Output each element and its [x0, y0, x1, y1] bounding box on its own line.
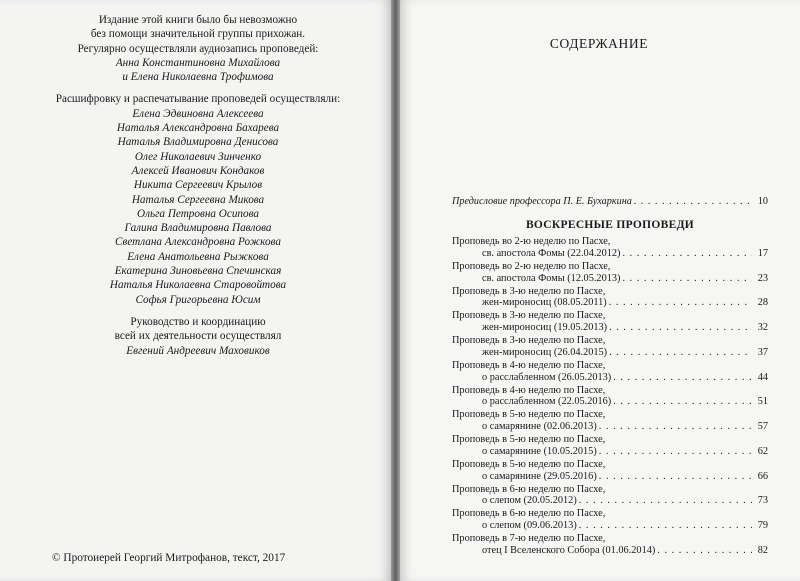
- toc-entry-title: Проповедь в 3-ю неделю по Пасхе,: [452, 335, 606, 346]
- toc-entry: [452, 533, 768, 558]
- toc-entry-subtitle: жен-мироносиц (26.04.2015): [482, 346, 608, 358]
- credits-person-name: Софья Григорьевна Юсим: [135, 293, 261, 306]
- toc-entry: [452, 434, 768, 459]
- toc-entry-subtitle: о самарянине (02.06.2013): [482, 421, 597, 433]
- toc-entry-page: 62: [757, 445, 768, 457]
- credits-person-name: Наталья Александровна Бахарева: [116, 122, 280, 135]
- toc-entry-subtitle: отец I Вселенского Собора (01.06.2014): [482, 544, 656, 556]
- toc-leader-dots: [609, 322, 752, 334]
- toc-entry-page: 44: [757, 371, 768, 383]
- credits-person-name: Наталья Владимировна Денисова: [117, 136, 279, 149]
- toc-entry-title: Проповедь в 6-ю неделю по Пасхе,: [452, 483, 606, 495]
- toc-entry-page: 32: [757, 322, 768, 334]
- credits-text-line: всей их деятельности осуществлял: [114, 330, 282, 343]
- credits-person-name: Галина Владимировна Павлова: [124, 222, 272, 235]
- toc-entry: [452, 459, 768, 484]
- toc-entry-subtitle: жен-мироносиц (08.05.2011): [482, 297, 607, 309]
- toc-entry: [452, 261, 768, 286]
- toc-entry: [452, 286, 768, 311]
- toc-entry: [452, 409, 768, 434]
- credits-text-line: Регулярно осуществляли аудиозапись проповедей:: [77, 42, 319, 55]
- credits-person-name: Анна Константиновна Михайлова: [115, 56, 281, 69]
- toc-leader-dots: [599, 471, 752, 483]
- toc-leader-dots: [609, 347, 752, 359]
- toc-leader-dots: [634, 196, 752, 207]
- credits-person-name: и Елена Николаевна Трофимова: [122, 71, 274, 84]
- toc-entry-subtitle: о самарянине (10.05.2015): [482, 445, 597, 457]
- toc-preface-page: 10: [757, 196, 768, 207]
- toc-preface-entry: [452, 196, 768, 207]
- toc-leader-dots: [599, 446, 752, 458]
- toc-leader-dots: [622, 273, 752, 285]
- toc-entry-title: Проповедь во 2-ю неделю по Пасхе,: [452, 236, 611, 247]
- credits-text-line: Расшифровку и распечатывание проповедей осуществляли:: [55, 93, 341, 106]
- credits-person-name: Елена Анатольевна Рыжкова: [127, 250, 269, 263]
- toc-entry-page: 79: [757, 520, 768, 532]
- copyright-line: © Протоиерей Георгий Митрофанов, текст, 2017: [52, 552, 286, 564]
- toc-entry-subtitle: о расслабленном (26.05.2013): [482, 371, 612, 383]
- toc-entry: [452, 484, 768, 509]
- toc-leader-dots: [622, 248, 752, 260]
- toc-leader-dots: [579, 495, 752, 507]
- toc-entry: [452, 385, 768, 410]
- toc-entry-title: Проповедь в 5-ю неделю по Пасхе,: [452, 409, 606, 421]
- toc-entry-title: Проповедь в 3-ю неделю по Пасхе,: [452, 310, 606, 322]
- toc-entry-title: Проповедь в 4-ю неделю по Пасхе,: [452, 359, 606, 371]
- toc-entry-page: 51: [757, 396, 768, 408]
- toc-entry: [452, 310, 768, 335]
- toc-entry-title: Проповедь в 7-ю неделю по Пасхе,: [452, 533, 606, 544]
- toc-entry-subtitle: о слепом (20.05.2012): [482, 495, 577, 507]
- toc-entries: [452, 236, 768, 558]
- credits-person-name: Наталья Николаевна Старовойтова: [109, 279, 287, 292]
- toc-entry-page: 28: [757, 297, 768, 309]
- credits-person-name: Светлана Александровна Рожкова: [115, 236, 281, 249]
- toc-entry-page: 23: [757, 272, 768, 284]
- toc-title: СОДЕРЖАНИЕ: [549, 36, 649, 51]
- toc-entry-subtitle: о расслабленном (22.05.2016): [482, 396, 612, 408]
- toc-entry-title: Проповедь в 6-ю неделю по Пасхе,: [452, 508, 606, 520]
- toc-entry: [452, 335, 768, 360]
- toc-entry-title: Проповедь в 4-ю неделю по Пасхе,: [452, 384, 606, 396]
- toc-entry-page: 66: [757, 470, 768, 482]
- toc-leader-dots: [579, 520, 752, 532]
- book-gutter: [391, 0, 400, 581]
- credits-gap: [30, 307, 366, 315]
- toc-preface-text: Предисловие профессора П. Е. Бухаркина: [452, 196, 632, 207]
- toc-entry-page: 57: [757, 421, 768, 433]
- toc-entry-title: Проповедь в 5-ю неделю по Пасхе,: [452, 458, 606, 470]
- credits-person-name: Алексей Иванович Кондаков: [131, 164, 265, 177]
- toc-entry-subtitle: св. апостола Фомы (12.05.2013): [482, 272, 621, 284]
- toc-entry: [452, 360, 768, 385]
- toc-leader-dots: [599, 421, 752, 433]
- toc-entry: [452, 508, 768, 533]
- credits-gap: [30, 84, 366, 92]
- credits-text-line: Издание этой книги было бы невозможно: [98, 14, 298, 26]
- credits-person-name: Наталья Сергеевна Микова: [131, 193, 265, 206]
- credits-text-line: Руководство и координацию: [130, 315, 266, 328]
- toc-entry-title: Проповедь во 2-ю неделю по Пасхе,: [452, 260, 611, 272]
- credits-text-line: без помощи значительной группы прихожан.: [90, 28, 306, 41]
- credits-person-name: Елена Эдвиновна Алексеева: [132, 107, 264, 120]
- toc-entry-page: 17: [757, 247, 768, 259]
- toc-entry: [452, 236, 768, 261]
- credits-person-name: Олег Николаевич Зинченко: [134, 150, 262, 163]
- toc-leader-dots: [613, 396, 752, 408]
- toc-entry-subtitle: св. апостола Фомы (22.04.2012): [482, 247, 621, 259]
- toc-section-title: ВОСКРЕСНЫЕ ПРОПОВЕДИ: [525, 219, 695, 231]
- credits-person-name: Ольга Петровна Осипова: [137, 207, 259, 220]
- credits-block: [30, 13, 366, 358]
- toc-entry-page: 82: [757, 544, 768, 556]
- toc-entry-page: 37: [757, 346, 768, 358]
- toc-entry-title: Проповедь в 3-ю неделю по Пасхе,: [452, 285, 606, 297]
- toc-leader-dots: [613, 372, 752, 384]
- toc-entry-title: Проповедь в 5-ю неделю по Пасхе,: [452, 434, 606, 445]
- credits-person-name: Екатерина Зиновьевна Спечинская: [114, 265, 282, 278]
- toc-entry-subtitle: жен-мироносиц (19.05.2013): [482, 322, 608, 334]
- credits-person-name: Евгений Андреевич Маховиков: [126, 344, 270, 357]
- toc-leader-dots: [609, 297, 752, 309]
- toc-entry-subtitle: о самарянине (29.05.2016): [482, 470, 597, 482]
- credits-person-name: Никита Сергеевич Крылов: [133, 179, 263, 192]
- toc-leader-dots: [657, 545, 752, 557]
- toc-entry-page: 73: [757, 495, 768, 507]
- toc-entry-subtitle: о слепом (09.06.2013): [482, 520, 577, 532]
